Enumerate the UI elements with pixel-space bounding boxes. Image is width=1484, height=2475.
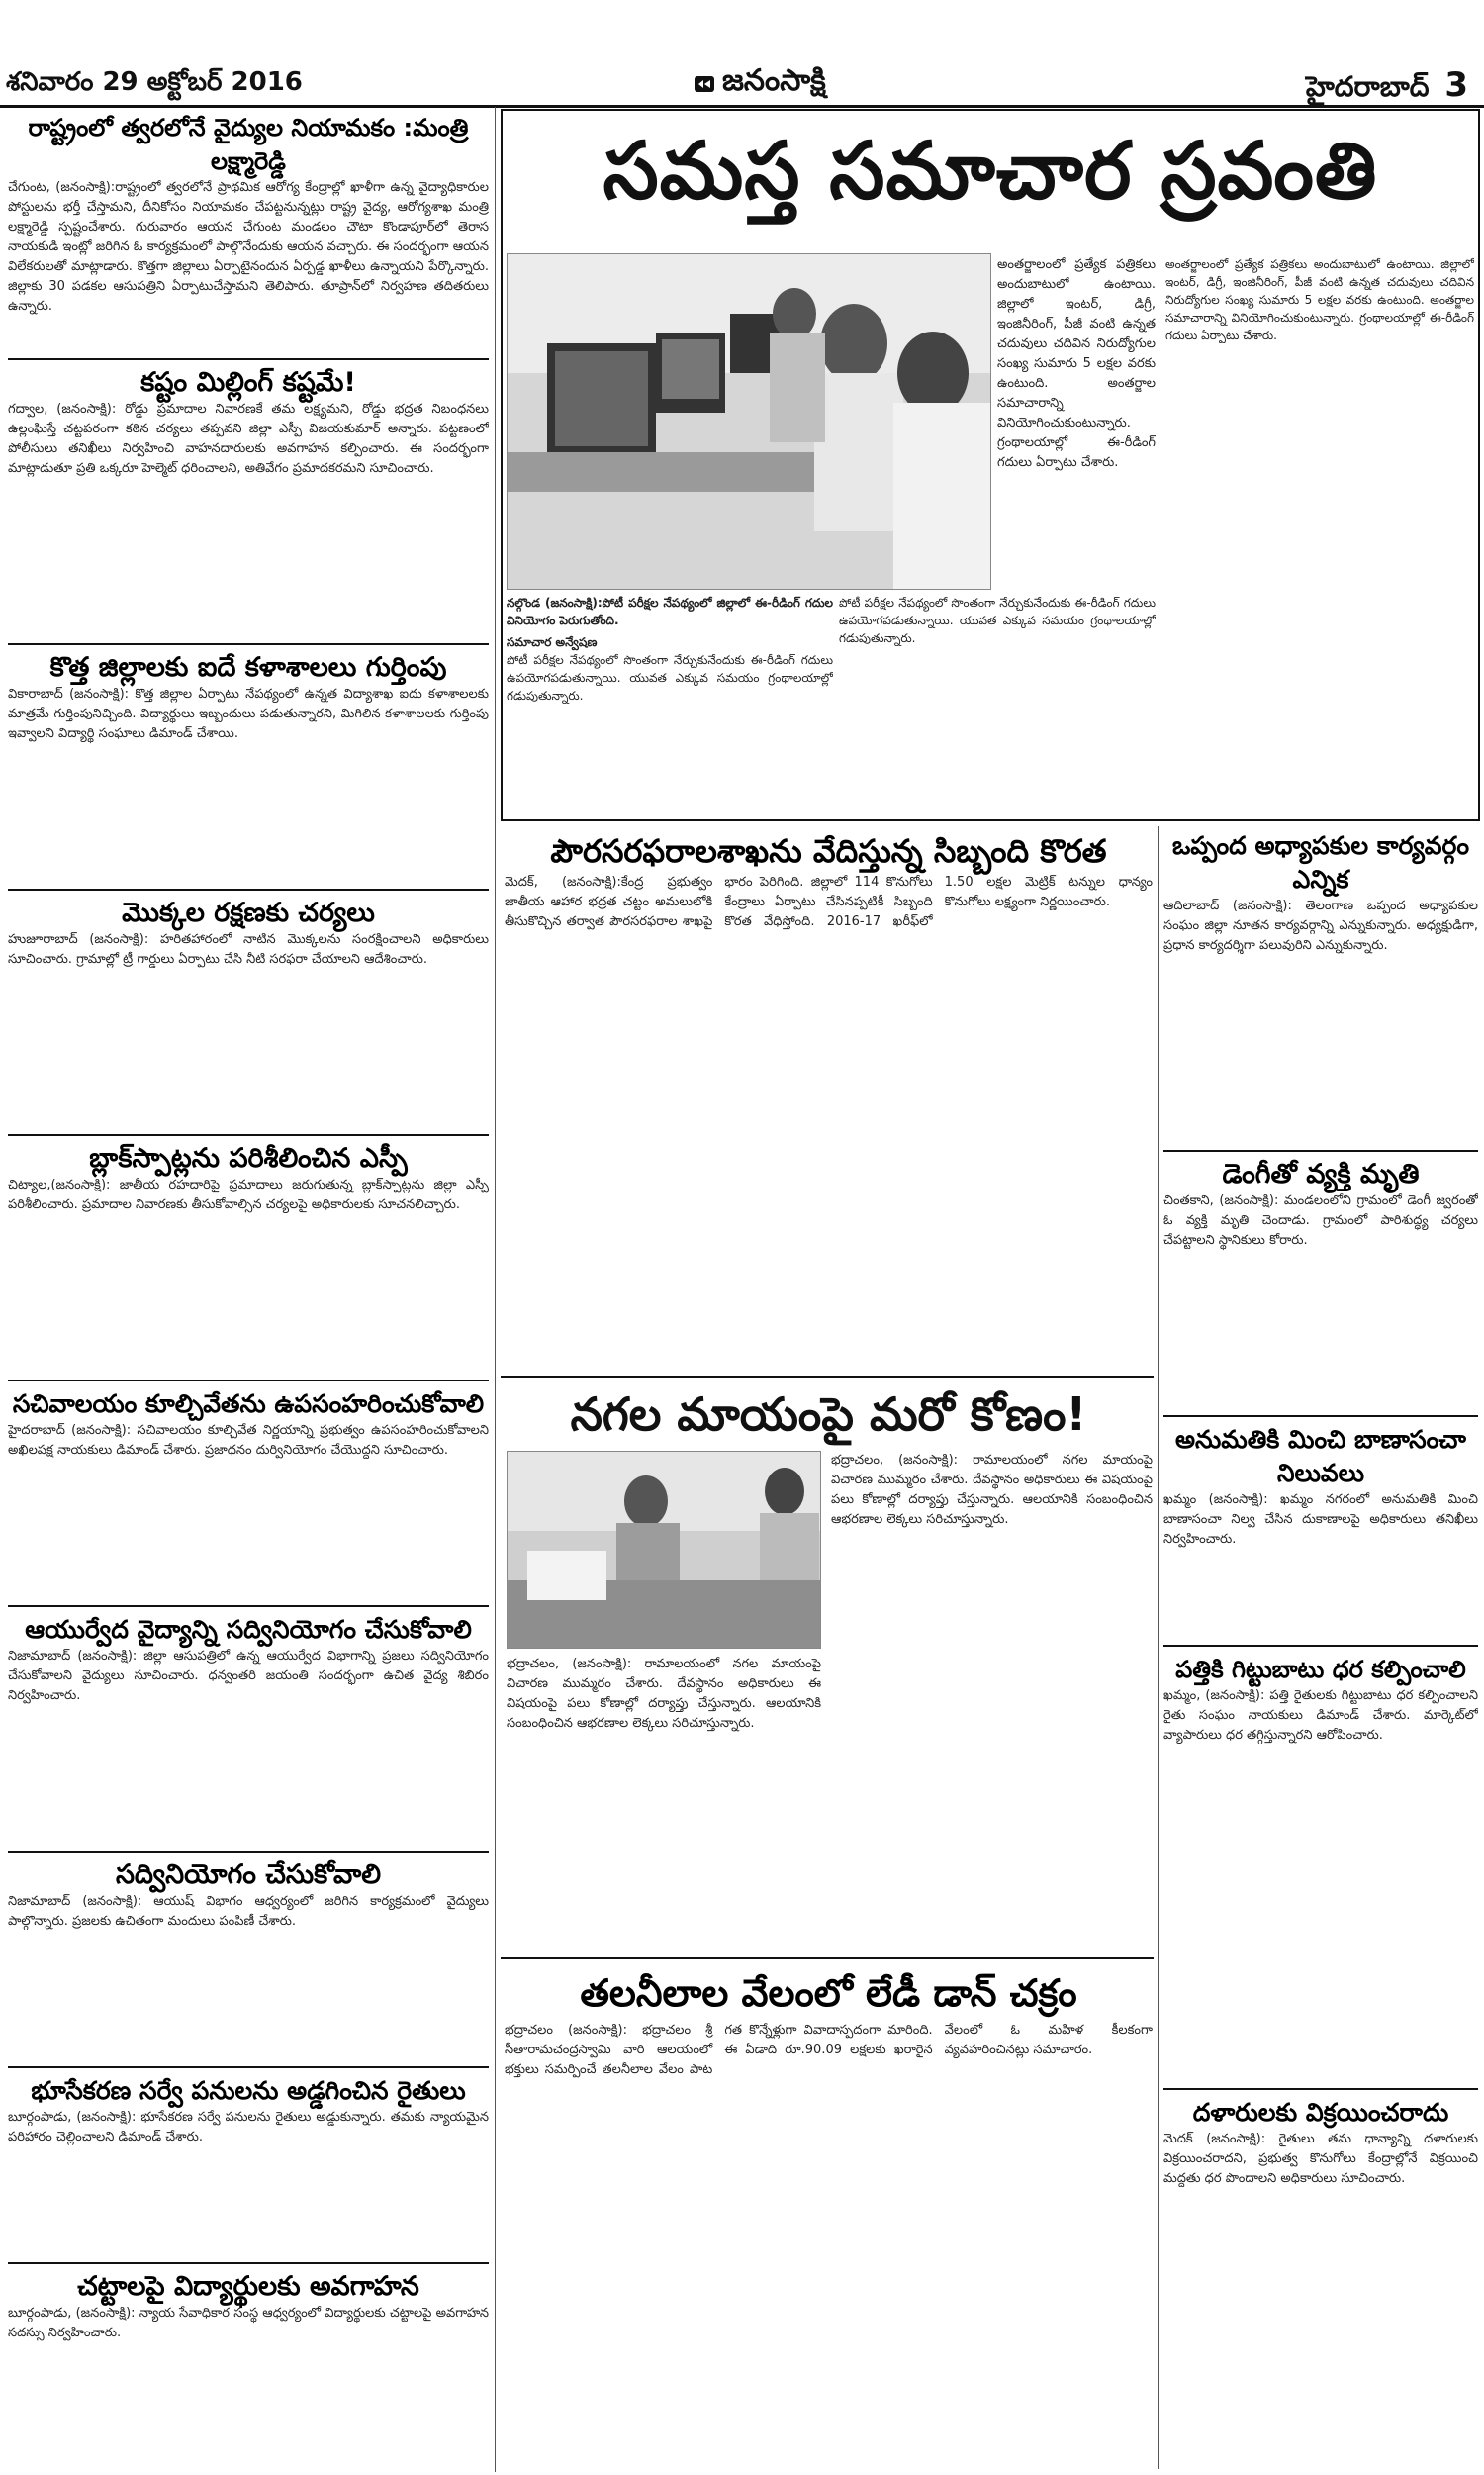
article-secretariat [8,1387,489,1599]
article-body: వికారాబాద్ (జనంసాక్షి): కొత్త జిల్లాల ఏర్పాటు నేపథ్యంలో ఉన్నత విద్యాశాఖ ఐదు కళాశాలలకు మాత్రమే గుర్తింపునిచ్చింది. విద్యార్థులు ఇబ్బందులు పడుతున్నారని, మిగిలిన కళాశాలలకు గుర్తింపు ఇవ్వాలని విద్యార్థి సంఘాలు డిమాండ్ చేశాయి. [8,687,489,741]
article-divider [8,2262,489,2264]
article-body: నిజామాబాద్ (జనంసాక్షి): ఆయుష్ విభాగం ఆధ్వర్యంలో జరిగిన కార్యక్రమంలో వైద్యులు పాల్గొన్నారు. ప్రజలకు ఉచితంగా మందులు పంపిణీ చేశారు. [8,1894,489,1929]
article-divider [1163,1645,1478,1647]
article-body: భద్రాచలం (జనంసాక్షి): భద్రాచలం శ్రీ సీతారామచంద్రస్వామి వారి ఆలయంలో భక్తులు సమర్పించే తలనీలాల వేలం పాట గత కొన్నేళ్లుగా వివాదాస్పదంగా మారింది. ఈ ఏడాది రూ.90.09 లక్షలకు ఖరారైన వేలంలో ఓ మహిళ కీలకంగా వ్యవహరించినట్లు సమాచారం. [505,2023,1153,2077]
right-column [1163,829,1478,2467]
headline: కష్టం మిల్లింగ్ కష్టమే! [140,367,356,398]
headline: అనుమతికి మించి బాణాసంచా నిలువలు [1175,1425,1466,1487]
article-divider [1163,1150,1478,1152]
article-body: చిట్యాల,(జనంసాక్షి): జాతీయ రహదారిపై ప్రమాదాలు జరుగుతున్న బ్లాక్‌స్పాట్లను జిల్లా ఎస్పీ పరిశీలించారు. ప్రమాదాల నివారణకు తీసుకోవాల్సిన చర్యలపై అధికారులకు సూచనలిచ్చారు. [8,1178,489,1212]
article-civil-supplies [505,829,1153,1463]
article-hair-auction [505,1965,1153,2470]
article-body: నిజామాబాద్ (జనంసాక్షి): జిల్లా ఆసుపత్రిలో ఉన్న ఆయుర్వేద విభాగాన్ని ప్రజలు సద్వినియోగం చేసుకోవాలని వైద్యులు సూచించారు. ధన్వంతరి జయంతి సందర్భంగా ఉచిత వైద్య శిబిరం నిర్వహించారు. [8,1649,489,1703]
article-divider [8,889,489,891]
article-body: బూర్గంపాడు, (జనంసాక్షి): న్యాయ సేవాధికార సంస్థ ఆధ్వర్యంలో విద్యార్థులకు చట్టాలపై అవగాహన సదస్సు నిర్వహించారు. [8,2306,489,2340]
headline: సద్వినియోగం చేసుకోవాలి [115,1859,382,1890]
article-law-awareness [8,2270,489,2452]
computer-lab-photo [508,254,991,590]
article-divider [8,1605,489,1607]
article-body-cont: భద్రాచలం, (జనంసాక్షి): రామాలయంలో నగల మాయంపై విచారణ ముమ్మరం చేశారు. దేవస్థానం అధికారులు ఈ విషయంపై పలు కోణాల్లో దర్యాప్తు చేస్తున్నారు. ఆలయానికి సంబంధించిన ఆభరణాల లెక్కలు సరిచూస్తున్నారు. [831,1453,1153,1527]
headline: ఒప్పంద అధ్యాపకుల కార్యవర్గం ఎన్నిక [1171,831,1470,894]
article-body: మెదక్ (జనంసాక్షి): రైతులు తమ ధాన్యాన్ని దళారులకు విక్రయించరాదని, ప్రభుత్వ కొనుగోలు కేంద్రాల్లోనే విక్రయించి మద్దతు ధర పొందాలని అధికారులు సూచించారు. [1163,2132,1478,2186]
article-body: చింతకాని, (జనంసాక్షి): మండలంలోని గ్రామంలో డెంగీ జ్వరంతో ఓ వ్యక్తి మృతి చెందాడు. గ్రామంలో పారిశుద్ధ్య చర్యలు చేపట్టాలని స్థానికులు కోరారు. [1163,1193,1478,1248]
headline: కొత్త జిల్లాలకు ఐదే కళాశాలలు గుర్తింపు [49,652,447,683]
headline: పత్తికి గిట్టుబాటు ధర కల్పించాలి [1175,1656,1466,1683]
banner-more-2: పోటీ పరీక్షల నేపథ్యంలో సొంతంగా నేర్చుకునేందుకు ఈ-రీడింగ్ గదులు ఉపయోగపడుతున్నాయి. యువత ఎక్కువ సమయం గ్రంథాలయాల్లో గడుపుతున్నారు. [839,596,1156,645]
headline: భూసేకరణ సర్వే పనులను అడ్డగించిన రైతులు [31,2076,466,2105]
article-divider [8,1851,489,1853]
headline: చట్టాలపై విద్యార్థులకు అవగాహన [77,2271,419,2302]
headline: దళారులకు విక్రయించరాదు [1192,2098,1449,2127]
article-dengue [1163,1158,1478,1409]
article-body: భద్రాచలం, (జనంసాక్షి): రామాలయంలో నగల మాయంపై విచారణ ముమ్మరం చేశారు. దేవస్థానం అధికారులు ఈ విషయంపై పలు కోణాల్లో దర్యాప్తు చేస్తున్నారు. ఆలయానికి సంబంధించిన ఆభరణాల లెక్కలు సరిచూస్తున్నారు. [507,1657,821,1731]
paper-logo [693,63,826,105]
article-body: గద్వాల, (జనంసాక్షి): రోడ్డు ప్రమాదాల నివారణకే తమ లక్ష్యమని, రోడ్డు భద్రత నిబంధనలు ఉల్లంఘిస్తే చట్టపరంగా కఠిన చర్యలు తప్పవని జిల్లా ఎస్పీ విజయకుమార్ అన్నారు. పట్టణంలో పోలీసులు తనిఖీలు నిర్వహించి వాహనదారులకు అవగాహన కల్పించారు. ఈ సందర్భంగా మాట్లాడుతూ ప్రతి ఒక్కరూ హెల్మెట్ ధరించాలని, అతివేగం ప్రమాదకరమని సూచించారు. [8,402,489,476]
article-divider [8,2066,489,2068]
article-milling [8,366,489,637]
headline: మొక్కల రక్షణకు చర్యలు [122,898,375,928]
article-divider [1163,1415,1478,1417]
article-body: హైదరాబాద్ (జనంసాక్షి): సచివాలయం కూల్చివేత నిర్ణయాన్ని ప్రభుత్వం ఉపసంహరించుకోవాలని అఖిలపక్ష నాయకులు డిమాండ్ చేశారు. ప్రజాధనం దుర్వినియోగం చేయొద్దని సూచించారు. [8,1423,489,1458]
article-lecturers [1163,829,1478,1144]
article-divider [501,1957,1154,1959]
headline: బ్లాక్‌స్పాట్లను పరిశీలించిన ఎస్పీ [89,1143,408,1174]
article-body: హుజూరాబాద్ (జనంసాక్షి): హరితహారంలో నాటిన మొక్కలను సంరక్షించాలని అధికారులు సూచించారు. గ్రామాల్లో ట్రీ గార్డులు ఏర్పాటు చేసి నీటి సరఫరా చేయాలని ఆదేశించారు. [8,932,489,967]
article-blackspots [8,1142,489,1374]
banner-title: సమస్త సమాచార స్రవంతి [603,124,1378,217]
article-divider [8,643,489,645]
banner-body: అంతర్జాలంలో ప్రత్యేక పత్రికలు అందుబాటులో ఉంటాయి. జిల్లాలో ఇంటర్, డిగ్రీ, ఇంజినీరింగ్, పీజీ వంటి ఉన్నత చదువులు చదివిన నిరుద్యోగుల సంఖ్య సుమారు 5 లక్షల వరకు ఉంటుంది. అంతర్జాల సమాచారాన్ని వినియోగించుకుంటున్నారు. గ్రంథాలయాల్లో ఈ-రీడింగ్ గదులు ఏర్పాటు చేశారు. [997,257,1156,470]
article-body: మెదక్, (జనంసాక్షి):కేంద్ర ప్రభుత్వం జాతీయ ఆహార భద్రత చట్టం అమలులోకి తీసుకొచ్చిన తర్వాత పౌరసరఫరాల శాఖపై భారం పెరిగింది. జిల్లాలో 114 కొనుగోలు కేంద్రాలు ఏర్పాటు చేసినప్పటికీ సిబ్బంది కొరత వేధిస్తోంది. 2016-17 ఖరీఫ్‌లో 1.50 లక్షల మెట్రిక్ టన్నుల ధాన్యం కొనుగోలు లక్ష్యంగా నిర్ణయించారు. [505,875,1153,929]
article-body: ఆదిలాబాద్ (జనంసాక్షి): తెలంగాణ ఒప్పంద అధ్యాపకుల సంఘం జిల్లా నూతన కార్యవర్గాన్ని ఎన్నుకున్నారు. అధ్యక్షుడిగా, ప్రధాన కార్యదర్శిగా పలువురిని ఎన్నుకున్నారు. [1163,899,1478,953]
column-divider [495,107,496,2472]
article-fireworks [1163,1423,1478,1639]
banner-right-text: అంతర్జాలంలో ప్రత్యేక పత్రికలు అందుబాటులో ఉంటాయి. జిల్లాలో ఇంటర్, డిగ్రీ, ఇంజినీరింగ్, పీజీ వంటి ఉన్నత చదువులు చదివిన నిరుద్యోగుల సంఖ్య సుమారు 5 లక్షల వరకు ఉంటుంది. అంతర్జాల సమాచారాన్ని వినియోగించుకుంటున్నారు. గ్రంథాలయాల్లో ఈ-రీడింగ్ గదులు ఏర్పాటు చేశారు. [1165,257,1474,342]
article-cotton [1163,1653,1478,2082]
article-body: ఖమ్మం (జనంసాక్షి): ఖమ్మం నగరంలో అనుమతికి మించి బాణాసంచా నిల్వ చేసిన దుకాణాలపై అధికారులు తనిఖీలు నిర్వహించారు. [1163,1492,1478,1547]
headline: సచివాలయం కూల్చివేతను ఉపసంహరించుకోవాలి [12,1389,485,1418]
article-divider [8,358,489,360]
banner-title-wrap [501,111,1480,249]
headline: పౌరసరఫరాలశాఖను వేదిస్తున్న సిబ్బంది కొరత [550,832,1107,870]
jewel-photo [507,1451,821,1649]
photo-caption: నల్గొండ (జనంసాక్షి):పోటీ పరీక్షల నేపథ్యంలో జిల్లాలో ఈ-రీడింగ్ గదుల వినియోగం పెరుగుతోంది. [507,596,833,627]
article-divider [8,1134,489,1136]
city-name: హైదరాబాద్ [1305,70,1430,103]
article-doctors [8,111,489,352]
headline-jewel: నగల మాయంపై మరో కోణం! [570,1387,1087,1441]
paper-name: జనంసాక్షి [722,63,826,98]
banner-col-3 [839,594,1156,816]
article-colleges [8,651,489,883]
page-number: 3 [1444,65,1468,105]
article-ayurveda [8,1613,489,1845]
article-body: బూర్గంపాడు, (జనంసాక్షి): భూసేకరణ సర్వే పనులను రైతులు అడ్డుకున్నారు. తమకు న్యాయమైన పరిహారం చెల్లించాలని డిమాండ్ చేశారు. [8,2110,489,2144]
edition-city [1306,65,1468,110]
headline: తలనీలాల వేలంలో లేడీ డాన్ చక్రం [580,1971,1077,2015]
column-divider [1158,826,1159,2469]
officials-photo [508,1452,821,1649]
article-land-survey [8,2074,489,2256]
article-body: ఖమ్మం, (జనంసాక్షి): పత్తి రైతులకు గిట్టుబాటు ధర కల్పించాలని రైతు సంఘం నాయకులు డిమాండ్ చేశారు. మార్కెట్‌లో వ్యాపారులు ధర తగ్గిస్తున్నారని ఆరోపించారు. [1163,1688,1478,1743]
headline: డెంగీతో వ్యక్తి మృతి [1222,1159,1420,1190]
banner-side-text [997,255,1156,590]
banner-caption-block [507,594,833,816]
masthead [0,61,1484,108]
article-divider [1163,2088,1478,2090]
left-column [8,111,489,2471]
logo-icon [693,72,716,96]
issue-date: శనివారం 29 అక్టోబర్ 2016 [6,67,303,97]
article-plants [8,897,489,1128]
headline: రాష్ట్రంలో త్వరలోనే వైద్యుల నియామకం :మంత్రి లక్ష్మారెడ్డి [28,114,469,175]
article-divider [8,1380,489,1381]
banner-col-4 [1165,255,1474,817]
banner-photo [507,253,991,590]
jewel-left-text [507,1655,821,1951]
section-title: సమాచార అన్వేషణ [507,635,598,649]
article-body: చేగుంట, (జనంసాక్షి):రాష్ట్రంలో త్వరలోనే ప్రాథమిక ఆరోగ్య కేంద్రాల్లో ఖాళీగా ఉన్న వైద్యాధికారుల పోస్టులను భర్తీ చేస్తామని, దీనికోసం నియామకం చేపట్టనున్నట్లు రాష్ట్ర వైద్య, ఆరోగ్యశాఖ మంత్రి లక్ష్మారెడ్డి స్పష్టంచేశారు. గురువారం ఆయన చేగుంట మండలం చౌటా కొండాపూర్‌లో తెరాస నాయకుడి ఇంట్లో జరిగిన ఓ కార్యక్రమంలో పాల్గొనేందుకు ఆయన వచ్చారు. ఈ సందర్భంగా ఆయన విలేకరులతో మాట్లాడారు. కొత్తగా జిల్లాలు ఏర్పాటైనందున ఏర్పడ్డ ఖాళీలు ఉన్నాయని పేర్కొన్నారు. జిల్లాకు 30 పడకల ఆసుపత్రిని ఏర్పాటుచేస్తామని తెలిపారు. తూప్రాన్‌లో నిర్వహణ తదితరులు ఉన్నారు. [8,180,489,314]
article-divider [501,1376,1154,1378]
jewel-right-text [831,1451,1153,1951]
headline: ఆయుర్వేద వైద్యాన్ని సద్వినియోగం చేసుకోవాలి [25,1615,472,1644]
banner-more: పోటీ పరీక్షల నేపథ్యంలో సొంతంగా నేర్చుకునేందుకు ఈ-రీడింగ్ గదులు ఉపయోగపడుతున్నాయి. యువత ఎక్కువ సమయం గ్రంథాలయాల్లో గడుపుతున్నారు. [507,653,833,703]
article-utilize [8,1858,489,2060]
article-brokers [1163,2096,1478,2427]
